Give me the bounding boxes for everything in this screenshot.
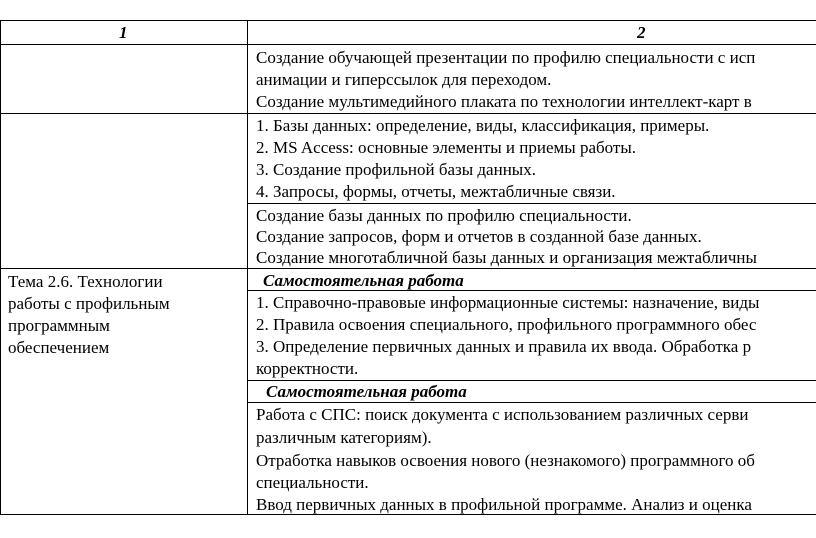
topic-title: обеспечением: [8, 338, 110, 357]
section-heading: Самостоятельная работа: [266, 382, 467, 401]
column-header-2: 2: [637, 23, 646, 42]
cell-line: корректности.: [256, 359, 359, 378]
cell-line: Отработка навыков освоения нового (незнакомого) программного об: [256, 451, 755, 470]
cell-line: Ввод первичных данных в профильной программе. Анализ и оценка: [256, 495, 752, 514]
topic-title: Тема 2.6. Технологии: [8, 272, 163, 291]
cell-line: специальности.: [256, 473, 369, 492]
topic-title: программным: [8, 316, 110, 335]
cell-line: 1. Базы данных: определение, виды, классификация, примеры.: [256, 116, 710, 135]
table-border-top: [0, 20, 816, 21]
cell-line: 3. Определение первичных данных и правила их ввода. Обработка р: [256, 337, 752, 356]
cell-line: Создание мультимедийного плаката по технологии интеллект-карт в: [256, 92, 752, 111]
cell-line: 2. Правила освоения специального, профильного программного обес: [256, 315, 757, 334]
cell-line: 3. Создание профильной базы данных.: [256, 160, 536, 179]
cell-line: Создание обучающей презентации по профилю специальности с исп: [256, 48, 756, 67]
cell-line: Работа с СПС: поиск документа с использованием различных серви: [256, 405, 749, 424]
row-divider: [248, 203, 816, 204]
row-divider: [0, 113, 816, 114]
cell-line: 2. MS Access: основные элементы и приемы работы.: [256, 138, 637, 157]
cell-line: Создание базы данных по профилю специальности.: [256, 206, 632, 225]
column-header-1: 1: [119, 23, 128, 42]
row-divider: [0, 44, 816, 45]
cell-line: 1. Справочно-правовые информационные системы: назначение, виды: [256, 293, 760, 312]
cell-line: различным категориям).: [256, 428, 432, 447]
section-heading: Самостоятельная работа: [263, 271, 464, 290]
cell-line: 4. Запросы, формы, отчеты, межтабличные связи.: [256, 182, 616, 201]
topic-title: работы с профильным: [8, 294, 170, 313]
cell-line: Создание многотабличной базы данных и организация межтабличны: [256, 248, 757, 267]
cell-line: анимации и гиперссылок для переходом.: [256, 70, 552, 89]
cell-line: Создание запросов, форм и отчетов в созданной базе данных.: [256, 227, 702, 246]
